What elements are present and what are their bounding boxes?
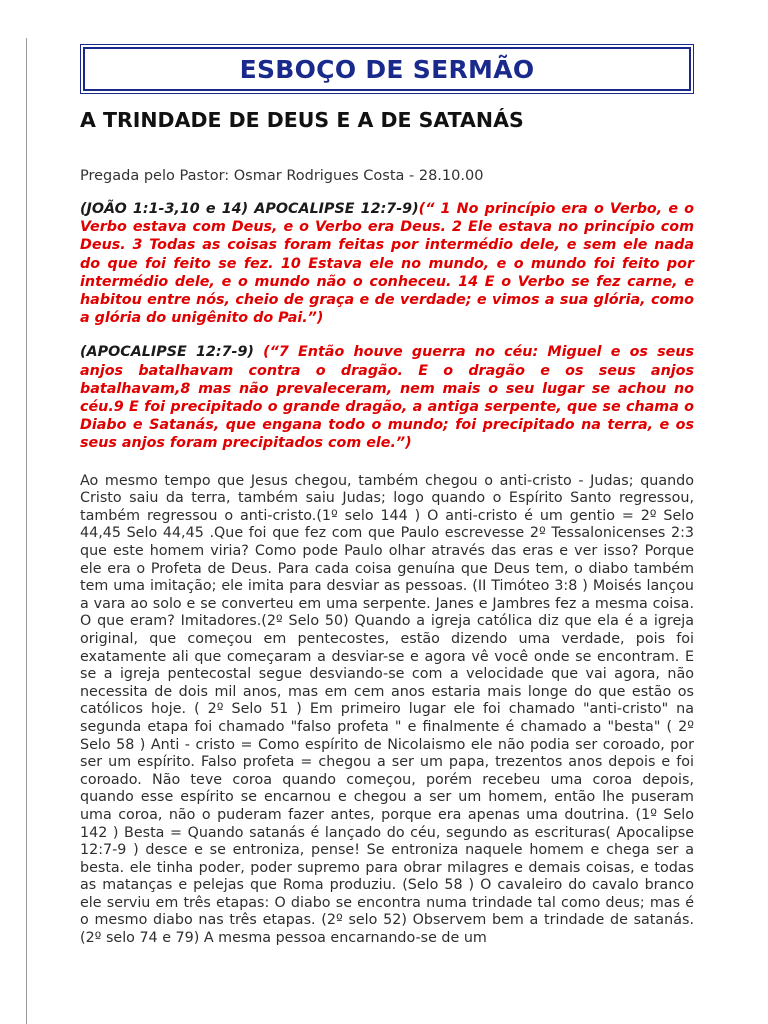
banner-title: ESBOÇO DE SERMÃO [239, 54, 535, 84]
page-margin-line [26, 38, 27, 1024]
passage-2 [80, 343, 694, 452]
passage-1-text: (“ 1 No princípio era o Verbo, e o Verbo estava com Deus, e o Verbo era Deus. 2 Ele estava no princípio com Deus. 3 Todas as coisas foram feitas por intermédio dele, e sem ele nada do que foi feito se fez. 10 Estava ele no mundo, e o mundo foi feito por intermédio dele, e o mundo não o conheceu. 14 E o Verbo se fez carne, e habitou entre nós, cheio de graça e de verdade; e vimos a sua glória, como a glória do unigênito do Pai.”) [80, 201, 694, 327]
banner-title-box [83, 47, 691, 91]
sermon-title: A TRINDADE DE DEUS E A DE SATANÁS [80, 108, 524, 132]
passage-1 [80, 200, 694, 327]
preached-by-line: Pregada pelo Pastor: Osmar Rodrigues Costa - 28.10.00 [80, 168, 484, 184]
document-page [80, 44, 694, 948]
passage-2-reference: (APOCALIPSE 12:7-9) [80, 344, 254, 361]
passage-1-reference: (JOÃO 1:1-3,10 e 14) APOCALIPSE 12:7-9) [80, 201, 419, 217]
passage-2-text: (“7 Então houve guerra no céu: Miguel e os seus anjos batalhavam contra o dragão. E o dragão e os seus anjos batalhavam,8 mas não prevaleceram, nem mais o seu lugar se achou no céu.9 E foi precipitado o grande dragão, a antiga serpente, que se chama o Diabo e Satanás, que engana todo o mundo; foi precipitado na terra, e os seus anjos foram precipitados com ele.”) [80, 344, 695, 452]
sermon-body: Ao mesmo tempo que Jesus chegou, também chegou o anti-cristo - Judas; quando Cristo saiu da terra, também saiu Judas; logo quando o Espírito Santo regressou, também regressou o anti-cristo.(1º selo 144 ) O anti-cristo é um gentio = 2º Selo 44,45 Selo 44,45 .Que foi que fez com que Paulo escrevesse 2º Tessalonicenses 2:3 que este homem viria? Como pode Paulo olhar através das eras e ver isso? Porque ele era o Profeta de Deus. Para cada coisa genuína que Deus tem, o diabo também tem uma imitação; ele imita para desviar as pessoas. (II Timóteo 3:8 ) Moisés lançou a vara ao solo e se converteu em uma serpente. Janes e Jambres fez a mesma coisa. O que eram? Imitadores.(2º Selo 50) Quando a igreja católica diz que ela é a igreja original, que começou em pentecostes, estão dizendo uma verdade, pois foi exatamente ali que começaram a desviar-se e agora vê você onde se encontram. E se a igreja pentecostal segue desviando-se com a velocidade que vai agora, não necessita de dois mil anos, mas em cem anos estaria mais longe do que estão os católicos hoje. ( 2º Selo 51 ) Em primeiro lugar ele foi chamado "anti-cristo" na segunda etapa foi chamado "falso profeta " e finalmente é chamado a "besta" ( 2º Selo 58 ) Anti - cristo = Como espírito de Nicolaismo ele não podia ser coroado, por ser um espírito. Falso profeta = chegou a ser um papa, trezentos anos depois e foi coroado. Não teve coroa quando começou, porém recebeu uma coroa depois, quando esse espírito se encarnou e chegou a ser um homem, então lhe puseram uma coroa, não o puderam fazer antes, porque era apenas uma doutrina. (1º Selo 142 ) Besta = Quando satanás é lançado do céu, segundo as escrituras( Apocalipse 12:7-9 ) desce e se entroniza, pense! Se entroniza naquele homem e chega ser a besta. ele tinha poder, poder supremo para obrar milagres e demais coisas, e todas as matanças e pelejas que Roma produziu. (Selo 58 ) O cavaleiro do cavalo branco ele serviu em três etapas: O diabo se encontra numa trindade tal como deus; mas é o mesmo diabo nas três etapas. (2º selo 52) Observem bem a trindade de satanás. (2º selo 74 e 79) A mesma pessoa encarnando-se de um [80, 472, 694, 947]
